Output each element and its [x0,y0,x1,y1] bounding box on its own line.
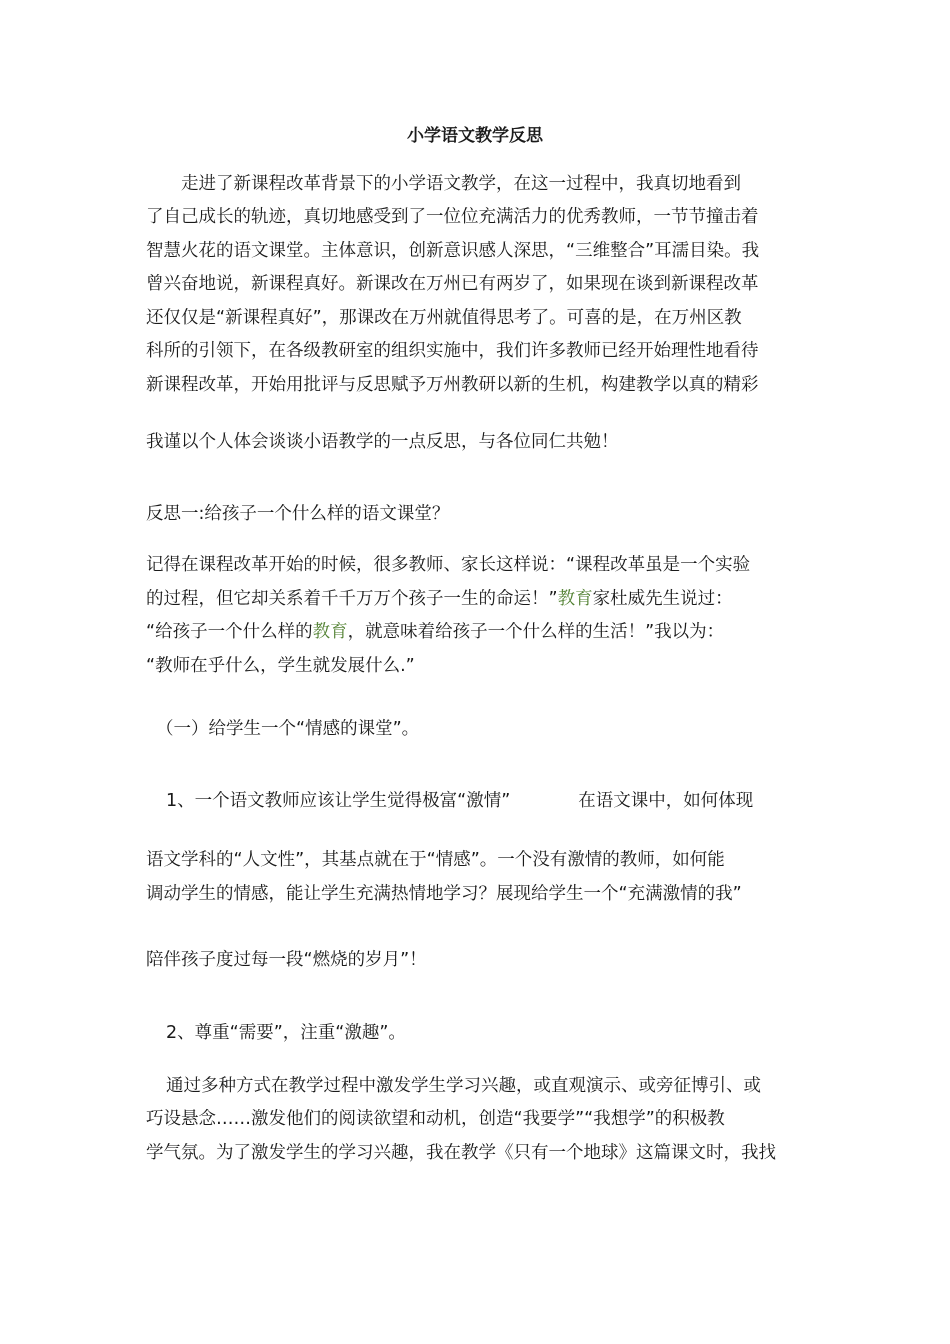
item2-heading: 2、尊重“需要”，注重“激趣”。 [166,1023,406,1043]
reflection-para-line-2-text-a: 的过程，但它却关系着千千万万个孩子一生的命运！” [146,589,558,609]
item2-line-2: 巧设悬念……激发他们的阅读欲望和动机，创造“我要学”“我想学”的积极教 [146,1109,725,1129]
document-title: 小学语文教学反思 [407,126,543,146]
reflection-para-line-2-text-b: 家杜威先生说过： [592,589,733,609]
section-heading: （一）给学生一个“情感的课堂”。 [156,719,420,739]
intro-line-6: 科所的引领下，在各级教研室的组织实施中，我们许多教师已经开始理性地看待 [146,341,759,361]
item1-line-2: 语文学科的“人文性”，其基点就在于“情感”。一个没有激情的教师，如何能 [146,850,725,870]
intro-line-5: 还仅仅是“新课程真好”，那课改在万州就值得思考了。可喜的是，在万州区教 [146,308,742,328]
item2-line-1: 通过多种方式在教学过程中激发学生学习兴趣，或直观演示、或旁征博引、或 [166,1076,761,1096]
item1-line-1 [166,789,810,813]
item1-line-1-text-b: 在语文课中，如何体现 [578,791,754,811]
reflection-para-line-3 [146,620,810,644]
intro-line-7: 新课程改革，开始用批评与反思赋予万州教研以新的生机，构建教学以真的精彩 [146,375,759,395]
item1-line-1-text-a: 1、一个语文教师应该让学生觉得极富“激情” [166,791,511,811]
closing-line: 我谨以个人体会谈谈小语教学的一点反思，与各位同仁共勉！ [146,432,619,452]
intro-line-4: 曾兴奋地说，新课程真好。新课改在万州已有两岁了，如果现在谈到新课程改革 [146,274,759,294]
education-link[interactable]: 教育 [557,589,593,609]
education-link-2[interactable]: 教育 [312,622,348,642]
item2-line-3: 学气氛。为了激发学生的学习兴趣，我在教学《只有一个地球》这篇课文时，我找 [146,1143,776,1163]
reflection-heading: 反思一:给孩子一个什么样的语文课堂？ [146,504,450,524]
intro-line-1: 走进了新课程改革背景下的小学语文教学，在这一过程中，我真切地看到 [146,174,741,194]
reflection-para-line-4: “教师在乎什么，学生就发展什么.” [146,656,415,676]
reflection-para-line-3-text-b: ，就意味着给孩子一个什么样的生活！”我以为： [347,622,725,642]
intro-line-2: 了自己成长的轨迹，真切地感受到了一位位充满活力的优秀教师，一节节撞击着 [146,207,759,227]
reflection-para-line-3-text-a: “给孩子一个什么样的 [146,622,313,642]
item1-line-3: 调动学生的情感，能让学生充满热情地学习？展现给学生一个“充满激情的我” [146,884,742,904]
reflection-para-line-2 [146,587,810,611]
reflection-para-line-1: 记得在课程改革开始的时候，很多教师、家长这样说：“课程改革虽是一个实验 [146,555,751,575]
intro-line-3: 智慧火花的语文课堂。主体意识，创新意识感人深思，“三维整合”耳濡目染。我 [146,241,760,261]
item1-line-4: 陪伴孩子度过每一段“燃烧的岁月”！ [146,950,427,970]
